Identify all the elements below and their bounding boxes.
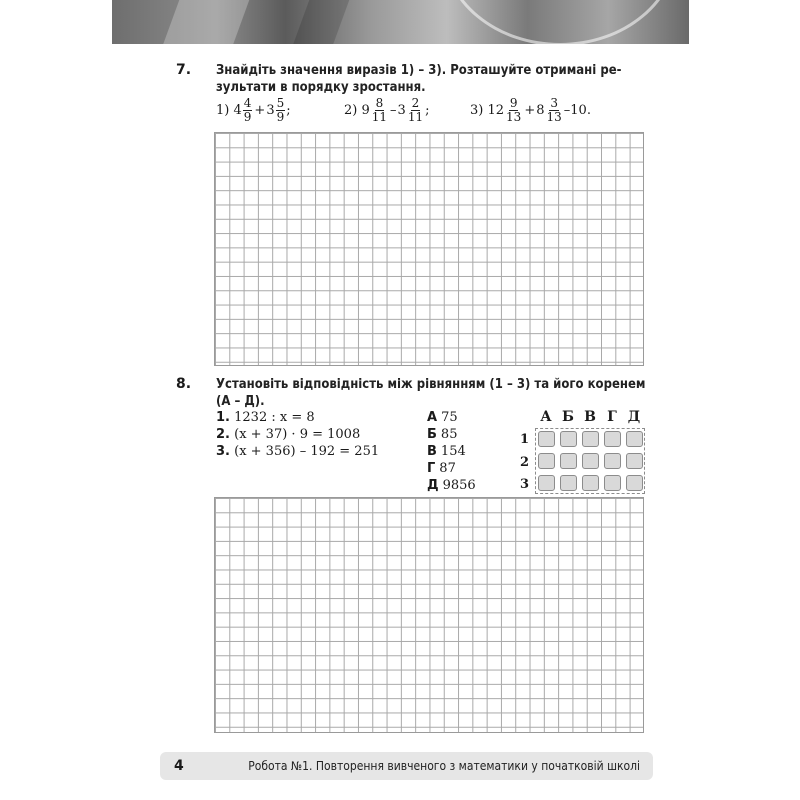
match-column-b: Б xyxy=(562,409,574,425)
task-8-answer-v: В 154 xyxy=(427,444,466,459)
task-7-answer-grid[interactable] xyxy=(214,132,644,366)
match-cell-3-v[interactable] xyxy=(582,475,599,491)
match-cell-2-d[interactable] xyxy=(626,453,643,469)
task-8-answer-b: Б 85 xyxy=(427,427,458,442)
match-cell-3-b[interactable] xyxy=(560,475,577,491)
task-8-equation-2: 2. (x + 37) · 9 = 1008 xyxy=(216,427,361,442)
match-cell-2-a[interactable] xyxy=(538,453,555,469)
match-cell-1-b[interactable] xyxy=(560,431,577,447)
footer-title: Робота №1. Повторення вивченого з математики у початковій школі xyxy=(248,759,640,773)
task-7-instruction-line-2: зультати в порядку зростання. xyxy=(216,80,426,95)
task-8-answer-a: А 75 xyxy=(427,410,458,425)
task-7-expression-2: 2) 9 $\frac{8}{11}$ – 3 $\frac{2}{11}$ ; xyxy=(344,96,430,124)
match-row-3: 3 xyxy=(520,477,530,492)
task-7-expression-3: 3) 12 $\frac{9}{13}$ + 8 $\frac{3}{13}$ –10. xyxy=(470,96,591,124)
task-8-answer-grid[interactable] xyxy=(214,497,644,733)
task-8-answer-d: Д 9856 xyxy=(427,478,476,493)
task-8-answer-g: Г 87 xyxy=(427,461,456,476)
match-column-v: В xyxy=(584,409,596,425)
match-column-d: Д xyxy=(627,409,641,425)
task-8-equation-1: 1. 1232 : x = 8 xyxy=(216,410,315,425)
match-cell-3-d[interactable] xyxy=(626,475,643,491)
task-8-equation-3: 3. (x + 356) – 192 = 251 xyxy=(216,444,380,459)
header-banner-image xyxy=(112,0,689,44)
task-7-instruction-line-1: Знайдіть значення виразів 1) – 3). Розташуйте отримані ре- xyxy=(216,63,622,78)
task-7-expression-1: 1) 4 $\frac{4}{9}$ + 3 $\frac{5}{9}$ ; xyxy=(216,96,291,124)
match-cell-3-g[interactable] xyxy=(604,475,621,491)
task-7-number: 7. xyxy=(176,62,192,78)
match-cell-2-g[interactable] xyxy=(604,453,621,469)
match-cell-3-a[interactable] xyxy=(538,475,555,491)
task-8-instruction-line-1: Установіть відповідність між рівнянням (1 – 3) та його коренем xyxy=(216,377,646,392)
task-8-instruction-line-2: (А – Д). xyxy=(216,394,265,409)
match-row-2: 2 xyxy=(520,455,530,470)
match-cell-2-v[interactable] xyxy=(582,453,599,469)
match-cell-1-g[interactable] xyxy=(604,431,621,447)
match-row-1: 1 xyxy=(520,432,530,447)
task-8-number: 8. xyxy=(176,376,192,392)
page-number: 4 xyxy=(174,758,184,774)
match-cell-1-v[interactable] xyxy=(582,431,599,447)
match-column-g: Г xyxy=(607,409,617,425)
match-cell-1-a[interactable] xyxy=(538,431,555,447)
match-column-a: А xyxy=(540,409,552,425)
match-cell-1-d[interactable] xyxy=(626,431,643,447)
match-cell-2-b[interactable] xyxy=(560,453,577,469)
